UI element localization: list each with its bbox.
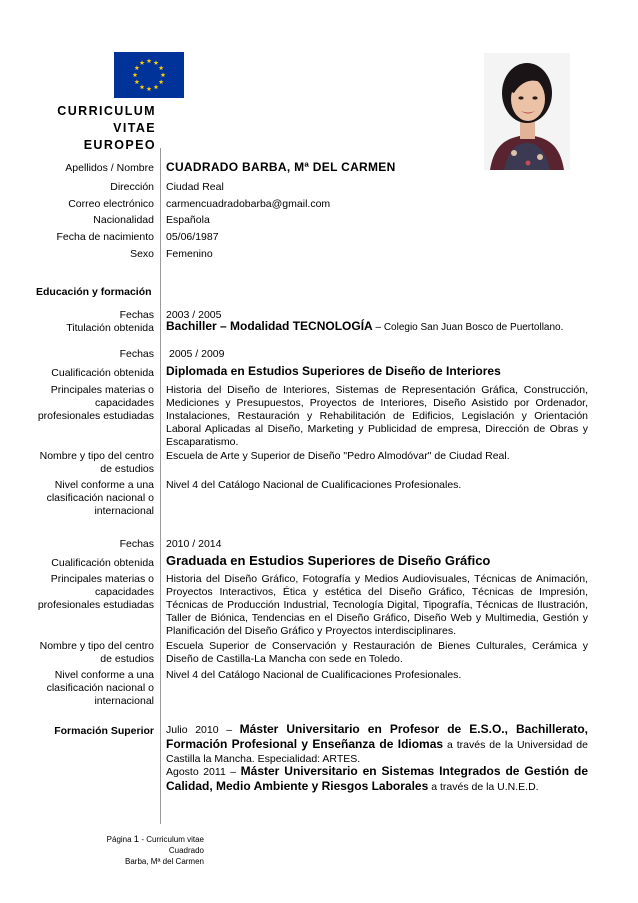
entry3-centre: Escuela Superior de Conservación y Restauración de Bienes Culturales, Cerámica y Diseño de Castilla-La Mancha con sede en Toledo. xyxy=(166,640,588,665)
entry3-centre-label: Nombre y tipo del centro de estudios xyxy=(39,640,154,665)
personal-value: Femenino xyxy=(166,248,213,260)
personal-label: Dirección xyxy=(110,181,154,193)
personal-label: Nacionalidad xyxy=(93,214,154,226)
full-name: CUADRADO BARBA, Mª DEL CARMEN xyxy=(166,160,396,174)
personal-value: Ciudad Real xyxy=(166,181,224,193)
cv-title-line1: CURRICULUM xyxy=(57,104,156,118)
personal-label: Fecha de nacimiento xyxy=(56,231,154,243)
personal-label: Apellidos / Nombre xyxy=(65,162,154,174)
entry2-subjects: Historia del Diseño de Interiores, Sistemas de Representación Gráfica, Construcción, Mediciones y Presupuestos, Proyectos de Interiores, Diseño Asistido por Ordenador, Instalaciones, Restauración y Rehabilitación de Edificios, Legislación y Orientación Laboral Aplicadas al Diseño, Marketing y Publicidad de empresa, Dirección de Obras y Escaparatismo. xyxy=(166,384,588,448)
entry3-qual-label: Cualificación obtenida xyxy=(51,557,154,569)
footer-line1-rest: - Curriculum vitae Cuadrado xyxy=(139,835,204,855)
formacion-p1-bold: Máster Universitario en Profesor de E.S.O., Bachillerato, Formación Profesional y Enseñanza de Idiomas xyxy=(166,722,589,751)
entry2-dates-label: Fechas xyxy=(119,348,154,360)
entry3-qual: Graduada en Estudios Superiores de Diseño Gráfico xyxy=(166,553,491,568)
education-heading: Educación y formación xyxy=(36,286,152,298)
formacion-p1-post: a través de la Universidad de Castilla la Mancha. Especialidad: ARTES. xyxy=(166,739,588,765)
footer-line1 xyxy=(84,834,204,856)
entry3-level: Nivel 4 del Catálogo Nacional de Cualificaciones Profesionales. xyxy=(166,669,462,681)
entry2-dates: 2005 / 2009 xyxy=(169,348,225,360)
formacion-master1 xyxy=(166,722,588,766)
entry3-level-label: Nivel conforme a una clasificación nacional o internacional xyxy=(46,669,154,707)
entry1-title xyxy=(166,320,588,334)
entry1-title-rest: – Colegio San Juan Bosco de Puertollano. xyxy=(372,322,564,333)
personal-value: 05/06/1987 xyxy=(166,231,219,243)
entry2-subjects-label: Principales materias o capacidades profesionales estudiadas xyxy=(37,384,154,422)
entry1-title-bold: Bachiller – Modalidad TECNOLOGÍA xyxy=(166,319,373,333)
entry3-dates: 2010 / 2014 xyxy=(166,538,222,550)
entry2-centre: Escuela de Arte y Superior de Diseño "Pedro Almodóvar" de Ciudad Real. xyxy=(166,450,510,462)
formacion-master2 xyxy=(166,764,588,794)
entry2-level: Nivel 4 del Catálogo Nacional de Cualificaciones Profesionales. xyxy=(166,479,462,491)
formacion-p2-bold: Máster Universitario en Sistemas Integrados de Gestión de Calidad, Medio Ambiente y Riesgos Laborales xyxy=(166,764,588,793)
personal-label: Correo electrónico xyxy=(68,198,154,210)
profile-photo xyxy=(484,53,570,170)
formacion-label: Formación Superior xyxy=(54,725,154,737)
entry1-dates-label: Fechas xyxy=(119,309,154,321)
footer-page-number: 1 xyxy=(133,834,140,845)
entry3-subjects: Historia del Diseño Gráfico, Fotografía y Medios Audiovisuales, Técnicas de Animación, Proyectos Interactivos, Ética y estética del Diseño Gráfico, Técnicas de Impresión, Técnicas de Producción Industrial, Tecnología Digital, Tipografía, Técnicas de Ilustración, Taller de Biónica, Tendencias en el Diseño Gráfico, Diseño Web y Multimedia, Gestión y Planificación del Diseño Gráfico y Proyectos interdisciplinares. xyxy=(166,573,588,637)
cv-title xyxy=(38,103,156,154)
eu-flag-logo xyxy=(114,52,184,98)
column-divider xyxy=(160,148,161,824)
formacion-p1-pre: Julio 2010 – xyxy=(166,724,240,736)
formacion-p2-pre: Agosto 2011 – xyxy=(166,766,241,778)
entry2-qual-label: Cualificación obtenida xyxy=(51,367,154,379)
personal-value: Española xyxy=(166,214,210,226)
eu-flag-icon xyxy=(114,52,184,98)
entry2-level-label: Nivel conforme a una clasificación nacional o internacional xyxy=(46,479,154,517)
page-footer xyxy=(84,834,204,867)
personal-value: carmencuadradobarba@gmail.com xyxy=(166,198,331,210)
entry3-subjects-label: Principales materias o capacidades profesionales estudiadas xyxy=(37,573,154,611)
footer-line2: Barba, Mª del Carmen xyxy=(125,857,204,866)
personal-label: Sexo xyxy=(130,248,154,260)
formacion-p2-post: a través de la U.N.E.D. xyxy=(428,781,539,793)
cv-title-line2: VITAE EUROPEO xyxy=(83,121,156,152)
entry3-dates-label: Fechas xyxy=(119,538,154,550)
footer-page-prefix: Página xyxy=(106,835,134,844)
entry1-dates: 2003 / 2005 xyxy=(166,309,222,321)
entry2-centre-label: Nombre y tipo del centro de estudios xyxy=(39,450,154,475)
entry1-title-label: Titulación obtenida xyxy=(66,322,154,334)
entry2-qual: Diplomada en Estudios Superiores de Diseño de Interiores xyxy=(166,364,501,378)
